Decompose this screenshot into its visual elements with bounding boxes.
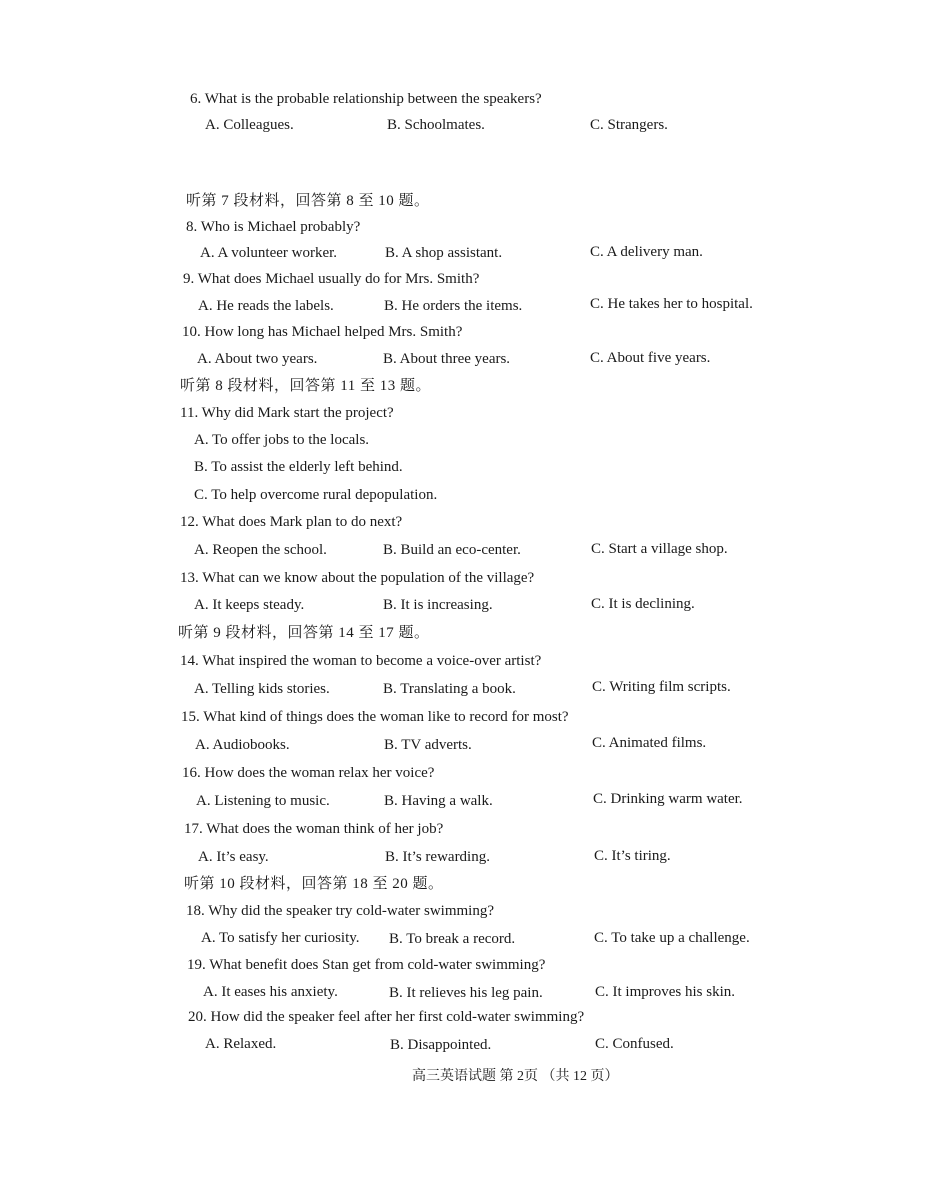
option-10c: C. About five years. <box>590 350 711 366</box>
option-12b: B. Build an eco-center. <box>383 542 521 558</box>
option-6a: A. Colleagues. <box>205 117 294 133</box>
question-13: 13. What can we know about the population of the village? <box>180 570 535 586</box>
option-17c: C. It’s tiring. <box>594 848 671 864</box>
option-10a: A. About two years. <box>197 351 318 367</box>
option-16b: B. Having a walk. <box>384 793 493 809</box>
option-8a: A. A volunteer worker. <box>200 245 338 261</box>
question-15: 15. What kind of things does the woman like to record for most? <box>181 709 569 725</box>
option-15c: C. Animated films. <box>592 735 707 751</box>
option-13b: B. It is increasing. <box>383 597 493 613</box>
option-16a: A. Listening to music. <box>196 793 330 809</box>
question-12: 12. What does Mark plan to do next? <box>180 514 403 530</box>
option-6b: B. Schoolmates. <box>387 117 485 133</box>
question-20: 20. How did the speaker feel after her first cold-water swimming? <box>188 1009 585 1025</box>
option-17a: A. It’s easy. <box>198 849 269 865</box>
section-heading-9: 听第 9 段材料，回答第 14 至 17 题。 <box>178 625 430 641</box>
option-14b: B. Translating a book. <box>383 681 516 697</box>
question-19: 19. What benefit does Stan get from cold-water swimming? <box>187 957 546 973</box>
option-12a: A. Reopen the school. <box>194 542 327 558</box>
section-heading-8: 听第 8 段材料，回答第 11 至 13 题。 <box>180 378 431 394</box>
option-19a: A. It eases his anxiety. <box>203 984 338 1000</box>
option-11b: B. To assist the elderly left behind. <box>194 459 403 475</box>
option-20a: A. Relaxed. <box>205 1036 277 1052</box>
option-18a: A. To satisfy her curiosity. <box>201 930 360 946</box>
question-16: 16. How does the woman relax her voice? <box>182 765 435 781</box>
option-11a: A. To offer jobs to the locals. <box>194 432 370 448</box>
question-14: 14. What inspired the woman to become a voice-over artist? <box>180 653 542 669</box>
option-17b: B. It’s rewarding. <box>385 849 490 865</box>
option-20c: C. Confused. <box>595 1036 674 1052</box>
question-18: 18. Why did the speaker try cold-water swimming? <box>186 903 494 919</box>
option-9c: C. He takes her to hospital. <box>590 296 753 312</box>
option-15b: B. TV adverts. <box>384 737 472 753</box>
option-9a: A. He reads the labels. <box>198 298 334 314</box>
section-heading-10: 听第 10 段材料，回答第 18 至 20 题。 <box>184 876 444 892</box>
option-8b: B. A shop assistant. <box>385 245 503 261</box>
option-10b: B. About three years. <box>383 351 511 367</box>
option-13c: C. It is declining. <box>591 596 695 612</box>
option-12c: C. Start a village shop. <box>591 541 728 557</box>
section-heading-7: 听第 7 段材料，回答第 8 至 10 题。 <box>186 193 430 209</box>
option-13a: A. It keeps steady. <box>194 597 305 613</box>
option-19b: B. It relieves his leg pain. <box>389 985 543 1001</box>
question-10: 10. How long has Michael helped Mrs. Smith? <box>182 324 463 340</box>
question-6: 6. What is the probable relationship between the speakers? <box>190 91 542 107</box>
option-14a: A. Telling kids stories. <box>194 681 330 697</box>
option-14c: C. Writing film scripts. <box>592 679 731 695</box>
option-20b: B. Disappointed. <box>390 1037 492 1053</box>
option-19c: C. It improves his skin. <box>595 984 736 1000</box>
option-6c: C. Strangers. <box>590 117 668 133</box>
page-footer: 高三英语试题 第 2页 （共 12 页） <box>412 1069 619 1084</box>
option-18b: B. To break a record. <box>389 931 516 947</box>
question-8: 8. Who is Michael probably? <box>186 219 361 235</box>
option-18c: C. To take up a challenge. <box>594 930 750 946</box>
question-9: 9. What does Michael usually do for Mrs. Smith? <box>183 271 480 287</box>
question-17: 17. What does the woman think of her job? <box>184 821 444 837</box>
option-8c: C. A delivery man. <box>590 244 703 260</box>
option-11c: C. To help overcome rural depopulation. <box>194 487 438 503</box>
question-11: 11. Why did Mark start the project? <box>180 405 394 421</box>
option-15a: A. Audiobooks. <box>195 737 290 753</box>
option-9b: B. He orders the items. <box>384 298 523 314</box>
option-16c: C. Drinking warm water. <box>593 791 743 807</box>
